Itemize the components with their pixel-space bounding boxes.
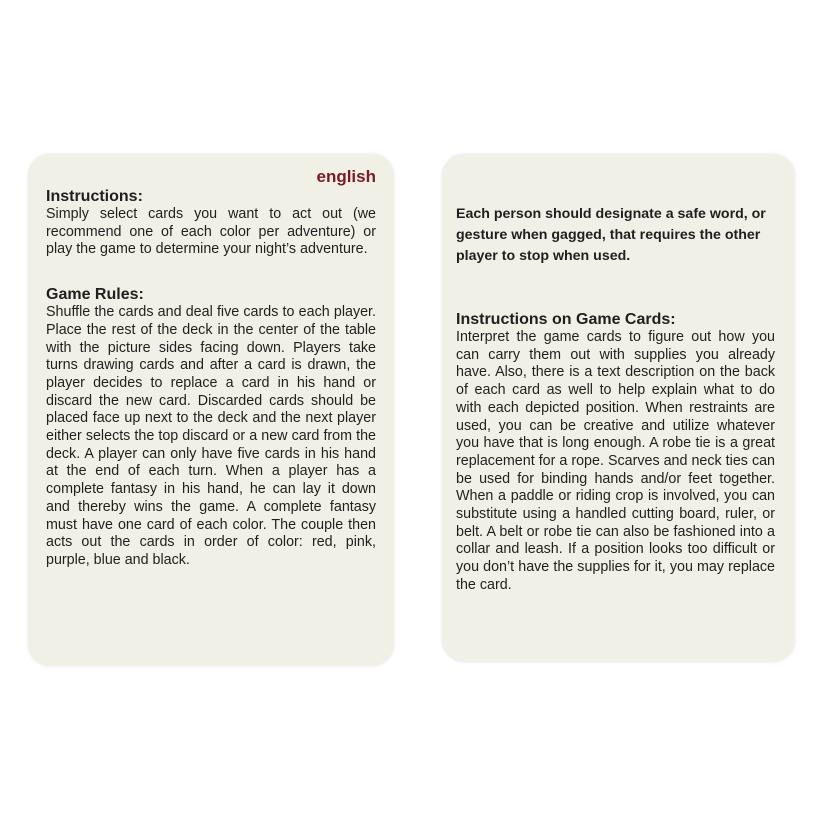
game-cards-text: Interpret the game cards to figure out how you can carry them out with supplies you already have. Also, there is a text description on the back of each card as well to help explain what to do with each depicted position. When restraints are used, you can be creative and utilize whatever you have that is long enough. A robe tie is a great replacement for a rope. Scarves and neck ties can be used for binding hands and/or feet together. When a paddle or riding crop is involved, you can substitute using a handled cutting board, ruler, or belt. A belt or robe tie can also be fashioned into a collar and leash. If a position looks too difficult or you don’t have the supplies for it, you may replace the card. <box>456 329 775 593</box>
language-label: english <box>316 167 376 186</box>
safe-word-text: Each person should designate a safe word, or gesture when gagged, that requires the other player to stop when used. <box>456 206 766 264</box>
game-rules-text: Shuffle the cards and deal five cards to each player. Place the rest of the deck in the center of the table with the picture sides facing down. Players take turns drawing cards and after a card is drawn, the player decides to replace a card in his hand or discard the new card. Discarded cards should be placed face up next to the deck and the next player either selects the top discard or a new card from the deck. A player can only have five cards in his hand at the end of each turn. When a player has a complete fantasy in his hand, he can lay it down and thereby wins the game. A complete fantasy must have one card of each color. The couple then acts out the cards in order of color: red, pink, purple, blue and black. <box>46 304 376 568</box>
right-instruction-card <box>442 154 795 662</box>
instructions-text: Simply select cards you want to act out (we recommend one of each color per adventure) or play the game to determine your night’s adventure. <box>46 206 376 258</box>
game-cards-heading: Instructions on Game Cards: <box>456 311 676 328</box>
game-rules-heading: Game Rules: <box>46 286 144 304</box>
left-instruction-card <box>28 154 394 666</box>
spacer <box>46 259 376 286</box>
instructions-heading: Instructions: <box>46 188 143 205</box>
